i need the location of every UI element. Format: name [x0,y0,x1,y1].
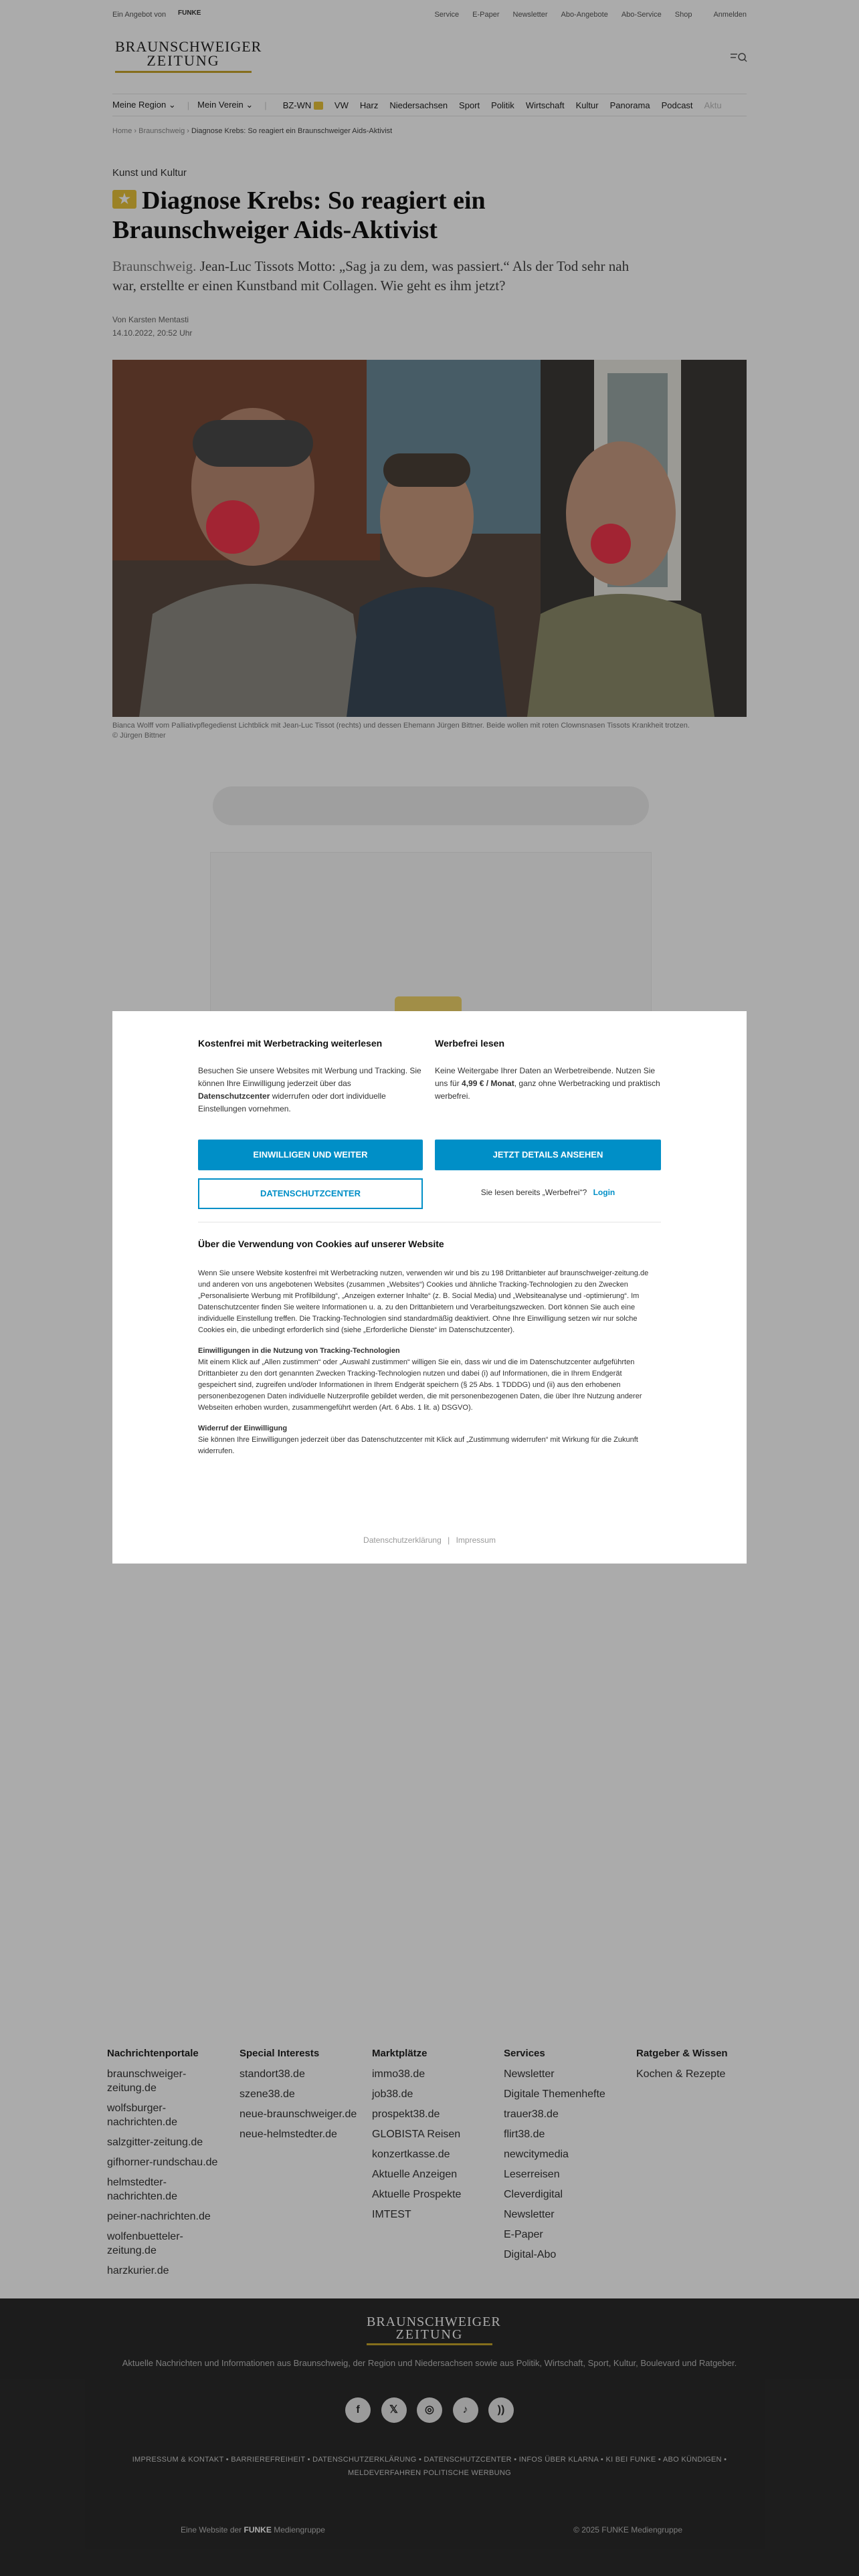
footer-link[interactable]: standort38.de [240,2068,305,2080]
footer-col-title: Nachrichtenportale [107,2048,199,2059]
footer-link[interactable]: wolfsburger-nachrichten.de [107,2103,177,2128]
footer-link[interactable]: prospekt38.de [372,2109,440,2120]
article-date: 14.10.2022, 20:52 Uhr [112,328,193,338]
cookie-paragraph-3: Sie können Ihre Einwilligungen jederzeit über das Datenschutzcenter mit Klick auf „Zustimmung widerrufen“ mit Wirkung für die Zukunft widerrufen. [198,1436,638,1455]
top-nav-shop[interactable]: Shop [674,11,692,19]
nav-politik[interactable]: Politik [491,100,514,110]
privacy-center-button[interactable]: DATENSCHUTZCENTER [198,1178,423,1209]
consent-free-column [198,1038,421,1115]
footer-link[interactable]: Newsletter [504,2209,555,2220]
consent-free-text-1: Besuchen Sie unsere Websites mit Werbung und Tracking. Sie können Ihre Einwilligung jederzeit über das [198,1066,421,1088]
breadcrumb-home[interactable]: Home [112,127,132,135]
nav-harz[interactable]: Harz [359,100,379,110]
footer-col-title: Ratgeber & Wissen [636,2048,728,2059]
footer-link[interactable]: GLOBISTA Reisen [372,2129,461,2140]
funke-brand[interactable]: FUNKE [178,9,201,17]
footer-link[interactable]: salzgitter-zeitung.de [107,2137,203,2148]
link-separator: | [448,1535,450,1545]
footer-link[interactable]: E-Paper [504,2229,543,2240]
caption-credit: © Jürgen Bittner [112,732,166,740]
legal-datenschutzerklaerung[interactable]: DATENSCHUTZERKLÄRUNG [312,2456,417,2464]
footer-link[interactable]: szene38.de [240,2088,295,2100]
footer-link[interactable]: Kochen & Rezepte [636,2068,726,2080]
legal-klarna[interactable]: INFOS ÜBER KLARNA [518,2456,599,2464]
nav-label: Mein Verein [197,100,244,110]
footer-link[interactable]: IMTEST [372,2209,411,2220]
breadcrumb-section[interactable]: Braunschweig [138,127,185,135]
lead-text: Jean-Luc Tissots Motto: „Sag ja zu dem, was passiert.“ Als der Tod sehr nah war, erstellte er einen Kunstband mit Collagen. Wie geht es ihm jetzt? [112,258,630,294]
nav-vw[interactable]: VW [334,100,349,110]
nav-podcast[interactable]: Podcast [661,100,693,110]
funke-brand-footer[interactable]: FUNKE [244,2525,272,2535]
footer-link[interactable]: harzkurier.de [107,2265,169,2276]
top-nav-abo-angebote[interactable]: Abo-Angebote [561,11,608,19]
top-nav-login[interactable]: Anmelden [713,11,747,19]
already-subscribed-text: Sie lesen bereits „Werbefrei“? [480,1188,587,1197]
x-icon[interactable]: 𝕏 [381,2397,407,2423]
facebook-icon[interactable]: f [345,2397,371,2423]
consent-paid-text-1: Keine Weitergabe Ihrer Daten an Werbetreibende. Nutzen Sie uns für [435,1066,656,1088]
consent-free-text-2: widerrufen oder dort individuelle Einstellungen vornehmen. [198,1091,386,1113]
footer-col-title: Special Interests [240,2048,320,2059]
footer-col-title: Services [504,2048,545,2059]
footer-link[interactable]: konzertkasse.de [372,2149,450,2160]
cookie-title: Über die Verwendung von Cookies auf unserer Website [198,1239,444,1249]
footer-link[interactable]: Aktuelle Anzeigen [372,2169,458,2180]
revoke-heading: Widerruf der Einwilligung [198,1424,288,1432]
nav-meine-region[interactable]: Meine Region ⌄ [112,100,176,110]
footer-link[interactable]: neue-braunschweiger.de [240,2109,357,2120]
consent-paid-price: 4,99 € / Monat [462,1079,514,1088]
consent-paid-column [435,1038,661,1103]
footer-link[interactable]: Newsletter [504,2068,555,2080]
tiktok-icon[interactable]: ♪ [453,2397,478,2423]
lead-place: Braunschweig. [112,258,197,274]
footer-link[interactable]: job38.de [372,2088,413,2100]
footer-link[interactable]: newcitymedia [504,2149,569,2160]
legal-abo-kuendigen[interactable]: ABO KÜNDIGEN [662,2456,722,2464]
footer-link[interactable]: helmstedter-nachrichten.de [107,2177,177,2202]
angebot-label: Ein Angebot von [112,11,167,19]
footer-link[interactable]: neue-helmstedter.de [240,2129,337,2140]
footer-link[interactable]: Digitale Themenhefte [504,2088,605,2100]
footer-col-title: Marktplätze [372,2048,427,2059]
nav-panorama[interactable]: Panorama [609,100,650,110]
consent-free-title: Kostenfrei mit Werbetracking weiterlesen [198,1038,383,1049]
funke-prefix: Eine Website der [181,2525,242,2535]
nav-label: Meine Region [112,100,167,110]
consent-paid-title: Werbefrei lesen [435,1038,505,1049]
legal-datenschutzcenter[interactable]: DATENSCHUTZCENTER [423,2456,512,2464]
consent-free-text-bold[interactable]: Datenschutzcenter [198,1091,270,1101]
nav-aktuell[interactable]: Aktu [704,100,722,110]
nav-sport[interactable]: Sport [459,100,480,110]
footer-link[interactable]: flirt38.de [504,2129,545,2140]
consent-modal [112,1011,747,1564]
footer-logo-line1: BRAUNSCHWEIGER [367,2315,501,2329]
nav-niedersachsen[interactable]: Niedersachsen [389,100,448,110]
consent-heading: Einwilligungen in die Nutzung von Tracking-Technologien [198,1347,400,1355]
footer-link[interactable]: gifhorner-rundschau.de [107,2157,218,2168]
funke-suffix: Mediengruppe [274,2525,325,2535]
instagram-icon[interactable]: ◎ [417,2397,442,2423]
rss-icon[interactable]: )) [488,2397,514,2423]
breadcrumb-current: Diagnose Krebs: So reagiert ein Braunschweiger Aids-Aktivist [191,127,393,135]
article-kicker: Kunst und Kultur [112,167,187,179]
top-nav-service[interactable]: Service [434,11,460,19]
logo-line1: BRAUNSCHWEIGER [115,38,262,55]
werbefrei-login [435,1188,661,1197]
footer-link[interactable]: wolfenbuetteler-zeitung.de [107,2231,183,2256]
breadcrumb: Home › Braunschweig › Diagnose Krebs: So reagiert ein Braunschweiger Aids-Aktivist [112,127,393,135]
accept-button[interactable]: EINWILLIGEN UND WEITER [198,1140,423,1170]
legal-ki[interactable]: KI BEI FUNKE [605,2456,656,2464]
footer-link[interactable]: trauer38.de [504,2109,559,2120]
nav-kultur[interactable]: Kultur [575,100,599,110]
footer-link[interactable]: immo38.de [372,2068,425,2080]
legal-meldeverfahren[interactable]: MELDEVERFAHREN POLITISCHE WERBUNG [348,2469,511,2477]
footer-link[interactable]: Leserreisen [504,2169,560,2180]
top-nav-newsletter[interactable]: Newsletter [512,11,548,19]
cookie-paragraph-2: Mit einem Klick auf „Allen zustimmen“ oder „Auswahl zustimmen“ willigen Sie ein, dass wir und die im Datenschutzcenter aufgeführten Drittanbieter zu den dort genannten Zwecken Tracking-Technologien nutzen und dabei (i) auf Informationen, die in Ihrem Endgerät gespeichert sind, zugreifen und/oder Informationen in Ihrem Endgerät speichern (§ 25 Abs. 1 TDDDG) und (ii) aus den erhobenen personenbezogenen Daten individuelle Nutzerprofile gebildet werden, die mit personenbezogenen Daten, die über Ihre Nutzung anderer Webseiten erhoben wurden, zusammengeführt werden (Art. 6 Abs. 1 lit. a) DSGVO). [198,1358,642,1412]
nav-divider: | [187,100,190,110]
footer-logo-line2: ZEITUNG [395,2327,464,2342]
privacy-policy-link[interactable]: Datenschutzerklärung [363,1535,442,1545]
caption-text: Bianca Wolff vom Palliativpflegedienst Lichtblick mit Jean-Luc Tissot (rechts) und dessen Ehemann Jürgen Bittner. Beide wollen mit roten Clownsnasen Tissots Krankheit trotzen. [112,722,690,730]
footer-link[interactable]: Digital-Abo [504,2249,557,2260]
cookie-info [198,1239,661,1457]
consent-paid-text-2: , ganz ohne Werbetracking und praktisch werbefrei. [435,1079,660,1101]
footer-link[interactable]: peiner-nachrichten.de [107,2211,211,2222]
footer-tagline: Aktuelle Nachrichten und Informationen aus Braunschweig, der Region und Niedersachsen sowie aus Politik, Wirtschaft, Sport, Kultur, Boulevard und Ratgeber. [122,2358,737,2368]
legal-barrierefreiheit[interactable]: BARRIEREFREIHEIT [231,2456,306,2464]
nav-divider: | [264,100,267,110]
footer-link[interactable]: braunschweiger-zeitung.de [107,2068,187,2094]
consent-paid-text [435,1065,661,1103]
footer-link[interactable]: Cleverdigital [504,2189,563,2200]
imprint-link[interactable]: Impressum [456,1535,496,1545]
footer-link[interactable]: Aktuelle Prospekte [372,2189,462,2200]
details-button[interactable]: JETZT DETAILS ANSEHEN [435,1140,661,1170]
logo-line2: ZEITUNG [147,52,220,69]
login-link[interactable]: Login [593,1188,615,1197]
legal-impressum[interactable]: IMPRESSUM & KONTAKT [132,2456,224,2464]
nav-label: BZ-WN [282,100,312,110]
cookie-paragraph-1: Wenn Sie unsere Website kostenfrei mit Werbetracking nutzen, verwenden wir und bis zu 198 Drittanbieter auf braunschweiger-zeitung.de und anderen von uns angebotenen Websites (zusammen „Websites“) Cookies und ähnliche Tracking-Technologien zu den Zwecken „Personalisierte Werbung mit Profilbildung“, „Anzeigen externer Inhalte“ (z. B. Social Media) und „Websiteanalyse und -optimierung“. Im Datenschutzcenter finden Sie weitere Informationen u. a. zu den Drittanbietern und Verarbeitungszwecken. Dort können Sie auch eine individuelle Einstellung treffen. Die Tracking-Technologien sind standardmäßig deaktiviert. Ohne Ihre Einwilligung setzen wir nur solche Cookies ein, die unbedingt erforderlich sind (siehe „Erforderliche Dienste“ im Datenschutzcenter). [198,1269,649,1334]
top-nav-epaper[interactable]: E-Paper [472,11,500,19]
page-title-text: Diagnose Krebs: So reagiert ein Braunschweiger Aids-Aktivist [112,187,486,244]
nav-wirtschaft[interactable]: Wirtschaft [525,100,565,110]
consent-free-text [198,1065,421,1115]
copyright: © 2025 FUNKE Mediengruppe [573,2525,682,2535]
article-author[interactable]: Von Karsten Mentasti [112,315,189,324]
plus-star-icon: ★ [112,190,136,209]
modal-footer-links [112,1535,747,1545]
nav-mein-verein[interactable]: Mein Verein ⌄ [197,100,254,110]
top-nav-abo-service[interactable]: Abo-Service [621,11,662,19]
footer-legal: IMPRESSUM & KONTAKT • BARRIEREFREIHEIT • DATENSCHUTZERKLÄRUNG • DATENSCHUTZCENTER • INFOS ÜBER KLARNA • KI BEI FUNKE • ABO KÜNDIGEN • MELDEVERFAHREN POLITISCHE WERBUNG [132,2456,727,2477]
